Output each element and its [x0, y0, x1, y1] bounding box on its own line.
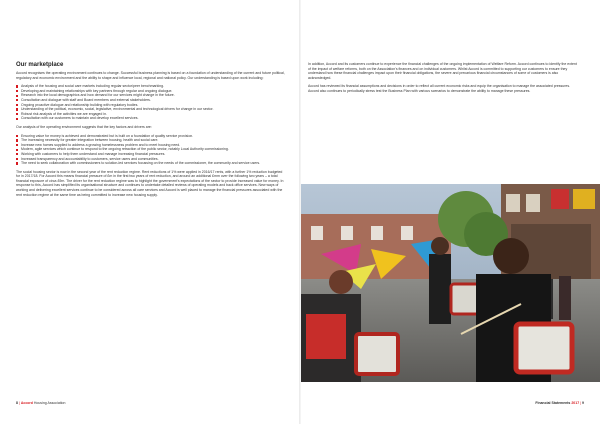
list-item-text: Developing and maintaining relationships with key partners through regular and ongoing dialogue.: [21, 88, 173, 93]
list-item-text: The need to seek collaboration with commissioners to solution-led services focussing on the needs of the commissioner, the community and service users.: [21, 161, 261, 166]
bullet-icon: [16, 144, 18, 146]
list-item-text: Modern, agile services which continue to respond to the ongoing retraction of the public sector, notably Local Authority commissioning.: [21, 147, 229, 152]
window: [506, 194, 520, 212]
list-item-text: Understanding of the political, economic, social, legislative, environmental and technological drivers for change in our sector.: [21, 107, 214, 112]
list-item-text: Increase new homes supplied to address a growing homelessness problem and to meet housing need.: [21, 142, 181, 147]
bystander: [559, 276, 571, 320]
bullet-icon: [16, 85, 18, 87]
work-bullet-list: [16, 84, 286, 121]
bullet-icon: [16, 118, 18, 120]
list-item-text: Consultation and dialogue with staff and Board members and external stakeholders.: [21, 97, 151, 102]
drum: [516, 324, 572, 372]
list-item-text: Ongoing proactive dialogue and relationship building with regulatory bodies.: [21, 102, 139, 107]
section-heading: Our marketplace: [16, 62, 64, 68]
list-item-text: Research into the local demographics and how demand for our services might change in the future.: [21, 93, 175, 98]
window: [311, 226, 323, 240]
footer-label: Housing Association: [33, 401, 66, 405]
page-number: 8: [16, 401, 18, 405]
list-item-text: Consultation with our customers to maintain and develop excellent services.: [21, 116, 139, 121]
drummer-head: [431, 237, 449, 255]
window: [341, 226, 353, 240]
list-item-text: Analysis of the housing and social care markets including regular sector/peer benchmarking.: [21, 84, 164, 89]
bullet-icon: [16, 108, 18, 110]
window: [526, 194, 540, 212]
drummer-head: [493, 238, 529, 274]
list-item-text: Working with customers to help them understand and manage increasing financial pressures.: [21, 151, 166, 156]
photo-illustration: [301, 184, 600, 382]
bullet-icon: [16, 90, 18, 92]
footer-divider: |: [580, 401, 582, 405]
drummer-back: [429, 254, 451, 324]
bullet-icon: [16, 149, 18, 151]
list-item-text: The increasing necessity for greater integration between housing, health and social care.: [21, 138, 159, 143]
drummer-head: [329, 270, 353, 294]
bullet-icon: [16, 95, 18, 97]
carnival-drummers-photo: [301, 184, 600, 382]
footer-left: [16, 401, 65, 405]
window: [401, 226, 413, 240]
list-item: [16, 161, 286, 166]
footer-brand: Accord: [20, 401, 33, 405]
left-content: [16, 62, 286, 201]
shop-sign: [573, 189, 595, 209]
footer-right: [535, 401, 584, 405]
bullet-icon: [16, 153, 18, 155]
welfare-paragraph: In addition, Accord and its customers continue to experience the financial challenges of the ongoing implementation of Welfare Reform. Accord continues to identify the extent of the impact of welfare reforms, both on the Association's finances and on individual customers. Whilst Accord is committed to supporting our customers to ensure they understand how these financial challenges impact upon their financial obligations, the severe and precarious financial circumstances of some of customers is also acknowledged.: [308, 62, 577, 80]
footer-divider: |: [18, 401, 20, 405]
bullet-icon: [16, 139, 18, 141]
bullet-icon: [16, 104, 18, 106]
bullet-icon: [16, 99, 18, 101]
list-item-text: Ensuring value for money is achieved and demonstrated but is built on a foundation of quality service provision.: [21, 133, 194, 138]
list-item: [16, 116, 286, 121]
bullet-icon: [16, 162, 18, 164]
right-content: [308, 62, 578, 98]
bullet-icon: [16, 135, 18, 137]
shop-sign: [551, 189, 569, 209]
window: [371, 226, 383, 240]
intro-paragraph: Accord recognises the operating environment continues to change. Successful business planning is based on a foundation of understanding of the current and future political, regulatory and economic environment and the ability to shape and influence local, regional and national policy. Our understanding is based upon work including:: [16, 71, 285, 80]
assumptions-paragraph: Accord has reviewed its financial assumptions and decisions in order to reflect all current economic risks and equip the organisation to manage the associated pressures. Accord also continues to periodically stress test the Business Plan with various scenarios to demonstrate the ability to manage these pressures.: [308, 84, 571, 93]
closing-paragraph: The social housing sector is now in the second year of the rent reduction regime. Rent reductions of 1% were applied in 2016/17 rents, with a further 1% reduction budgeted for in 2017/18. For Accord this means financial pressure of £m in the first two years of rent reduction, and around an additional £mm over the following two years – a total financial exposure of circa £9m. The driver for the rent reduction regime was to highlight the government's expectations of the sector to provide increased value for money. In response to this, Accord has simplified its organisational structure and continues to undertake detailed reviews of operating models and back office services. New ways of working and delivering excellent services continue to be considered across all care services and Accord is well placed to manage the financial pressures associated with the rent reduction regime at the same time as being committed to increase new housing supply.: [16, 169, 284, 197]
footer-label: Financial Statements: [535, 401, 571, 405]
page-number: 9: [582, 401, 584, 405]
list-item-text: Robust risk analysis of the activities we are engaged in.: [21, 111, 107, 116]
list-item-text: Increased transparency and accountability to customers, service users and communities.: [21, 156, 159, 161]
footer-year: 2017: [571, 401, 580, 405]
drivers-bullet-list: [16, 134, 286, 166]
drum: [356, 334, 398, 374]
analysis-intro: Our analysis of the operating environment suggests that the key factors and drivers are:: [16, 124, 152, 129]
red-shirt: [306, 314, 346, 359]
bullet-icon: [16, 158, 18, 160]
bullet-icon: [16, 113, 18, 115]
